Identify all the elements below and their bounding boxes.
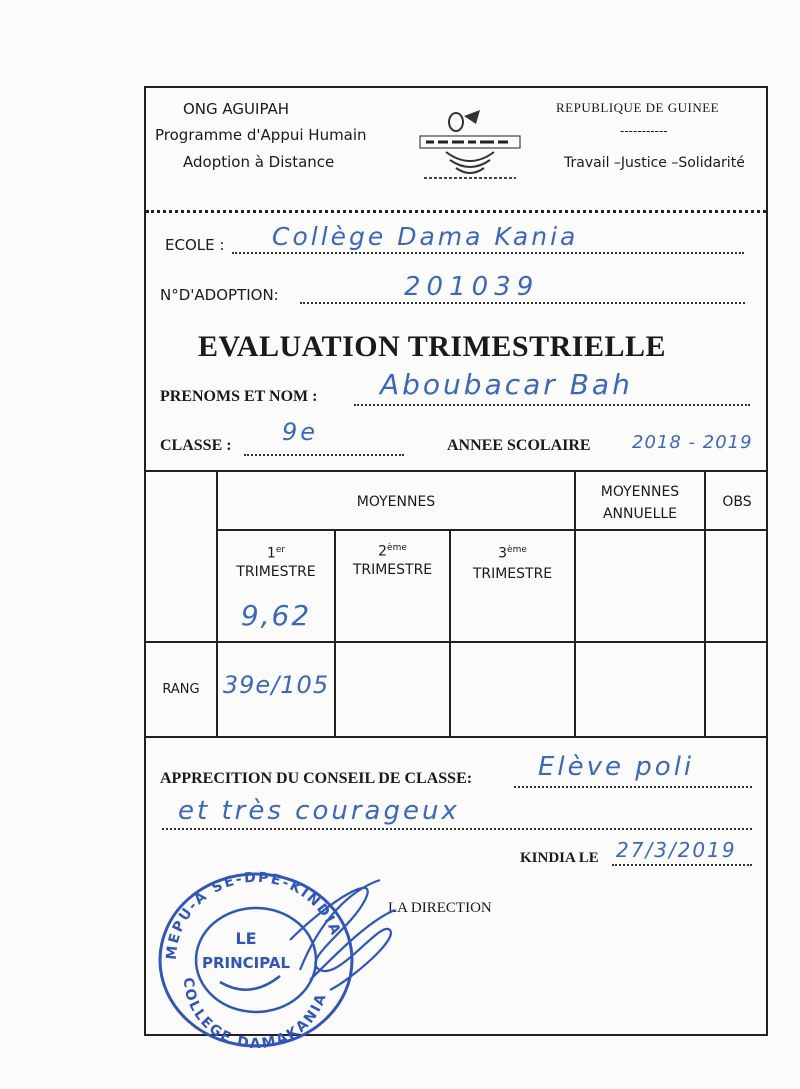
annuelle-header-line1: MOYENNES <box>600 484 680 500</box>
school-stamp <box>150 860 400 1050</box>
program-name: Programme d'Appui Humain <box>155 126 367 144</box>
republic-motto: Travail –Justice –Solidarité <box>564 155 745 171</box>
emblem-logo <box>416 108 524 180</box>
ecole-label: ECOLE : <box>165 236 225 254</box>
place-label: KINDIA LE <box>520 850 599 866</box>
header-divider <box>146 210 766 213</box>
classe-line <box>244 442 404 456</box>
adoption-number-label: N°D'ADOPTION: <box>160 286 279 304</box>
trimestre1-number: 1er <box>266 545 286 562</box>
org-name: ONG AGUIPAH <box>183 100 290 118</box>
ecole-value: Collège Dama Kania <box>272 222 579 251</box>
name-label: PRENOMS ET NOM : <box>160 388 318 405</box>
obs-header: OBS <box>722 494 752 510</box>
rang-label: RANG <box>162 682 200 697</box>
trimestre2-number: 2ème <box>378 543 407 560</box>
trimestre2-label: TRIMESTRE <box>352 562 433 578</box>
moyennes-header: MOYENNES <box>356 494 436 510</box>
classe-label: CLASSE : <box>160 437 232 454</box>
stamp-bottom-text: COLLEGE DAMAKANIA <box>179 976 331 1050</box>
adoption-subtitle: Adoption à Distance <box>183 153 335 171</box>
appreciation-value-line2: et très courageux <box>178 796 460 826</box>
grades-table <box>146 470 768 738</box>
trimestre1-label: TRIMESTRE <box>236 564 316 580</box>
appreciation-label: APPRECITION DU CONSEIL DE CLASSE: <box>160 770 473 787</box>
rang-value: 39e/105 <box>222 671 330 699</box>
stamp-center-line1: LE <box>235 929 257 948</box>
appreciation-value-line1: Elève poli <box>538 752 695 782</box>
stamp-top-text: MEPU-A SE-DPE-KINDIA <box>163 869 344 961</box>
trimestre1-value: 9,62 <box>240 599 312 632</box>
republic-name: REPUBLIQUE DE GUINEE <box>556 100 720 115</box>
annee-label: ANNEE SCOLAIRE <box>447 437 591 454</box>
stamp-center-line2: PRINCIPAL <box>201 954 291 972</box>
date-value: 27/3/2019 <box>616 838 737 862</box>
direction-label: LA DIRECTION <box>388 900 492 916</box>
adoption-number-value: 201039 <box>404 272 540 302</box>
annee-value: 2018 - 2019 <box>632 432 753 453</box>
page-title: EVALUATION TRIMESTRIELLE <box>198 330 666 363</box>
name-value: Aboubacar Bah <box>380 368 633 401</box>
annuelle-header-line2: ANNUELLE <box>602 506 678 522</box>
header-separator: ----------- <box>620 124 668 138</box>
trimestre3-label: TRIMESTRE <box>472 566 553 582</box>
classe-value: 9e <box>282 418 319 446</box>
trimestre3-number: 3ème <box>498 545 527 562</box>
